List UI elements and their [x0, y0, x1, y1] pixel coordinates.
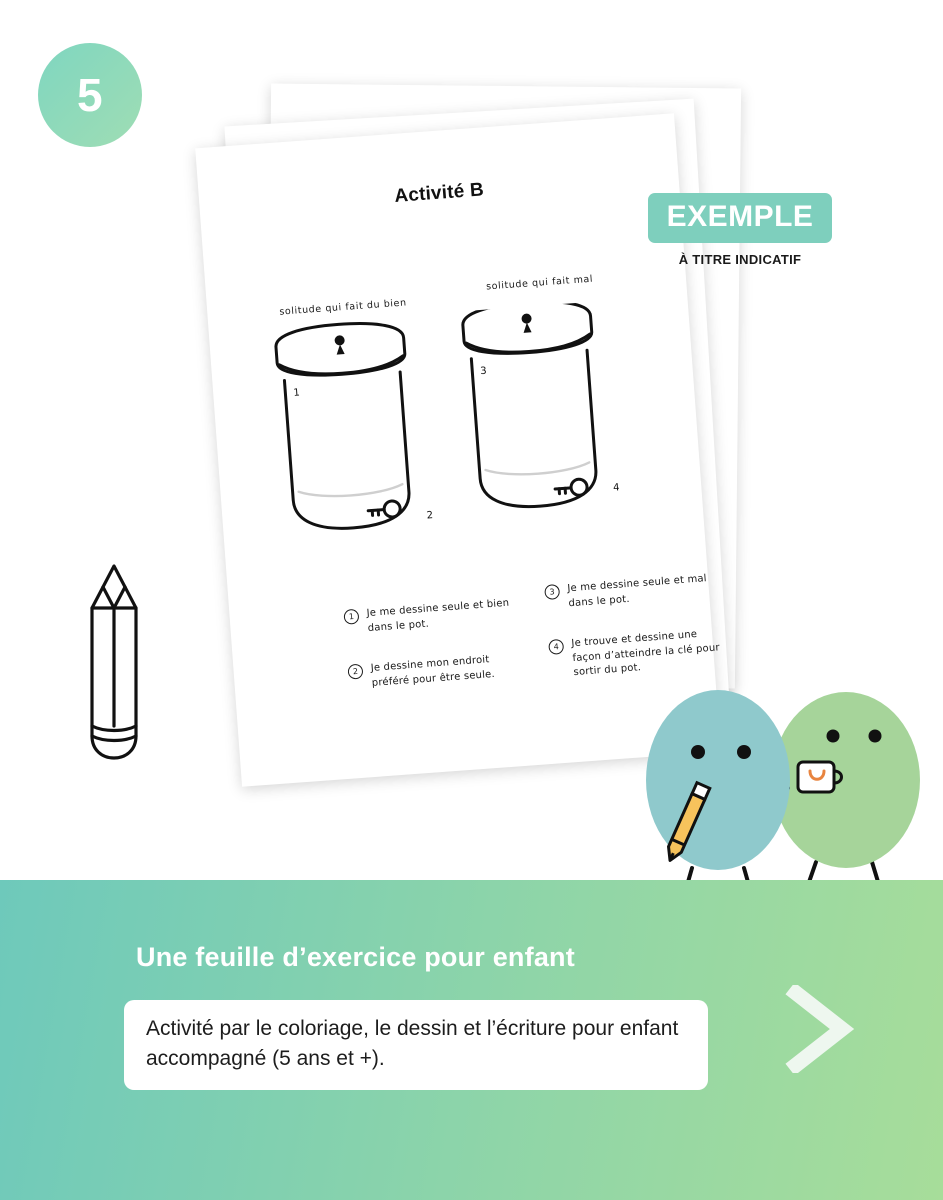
instruction-text: Je me dessine seule et bien dans le pot. — [366, 597, 510, 634]
blob-characters-illustration — [640, 640, 943, 920]
worksheet-instruction-1 — [343, 596, 525, 638]
jars-illustration — [260, 297, 678, 586]
example-tag — [645, 193, 835, 267]
jar-label-right: solitude qui fait mal — [485, 273, 594, 293]
pencil-icon — [76, 560, 156, 770]
step-number: 5 — [76, 69, 104, 121]
step-badge — [38, 43, 142, 147]
banner-title: Une feuille d’exercice pour enfant — [136, 942, 575, 972]
worksheet-instruction-2 — [347, 650, 529, 692]
chevron-right-icon[interactable] — [780, 985, 860, 1073]
banner-description: Activité par le coloriage, le dessin et l’écriture pour enfant accompagné (5 ans et +). — [146, 1017, 679, 1070]
banner-description-card — [124, 1000, 708, 1090]
example-subtitle: À TITRE INDICATIF — [678, 252, 802, 267]
worksheet-instruction-3 — [544, 571, 726, 613]
jar-number-3: 3 — [479, 365, 488, 378]
instruction-number: 3 — [544, 584, 560, 600]
jar-number-2: 2 — [426, 510, 434, 522]
jar-label-left: solitude qui fait du bien — [279, 297, 408, 318]
jar-number-1: 1 — [293, 387, 301, 399]
instruction-text: Je me dessine seule et mal dans le pot. — [567, 573, 708, 609]
instruction-text: Je dessine mon endroit préféré pour être seule. — [370, 654, 496, 689]
instruction-number: 1 — [343, 609, 359, 625]
worksheet-title: Activité B — [393, 179, 485, 207]
instruction-number: 4 — [548, 639, 564, 655]
instruction-number: 2 — [347, 664, 363, 680]
jar-number-4: 4 — [612, 482, 620, 494]
example-badge-label: EXEMPLE — [648, 193, 833, 243]
instruction-text: Je trouve et dessine une façon d’atteindre la clé pour sortir du pot. — [571, 628, 721, 679]
